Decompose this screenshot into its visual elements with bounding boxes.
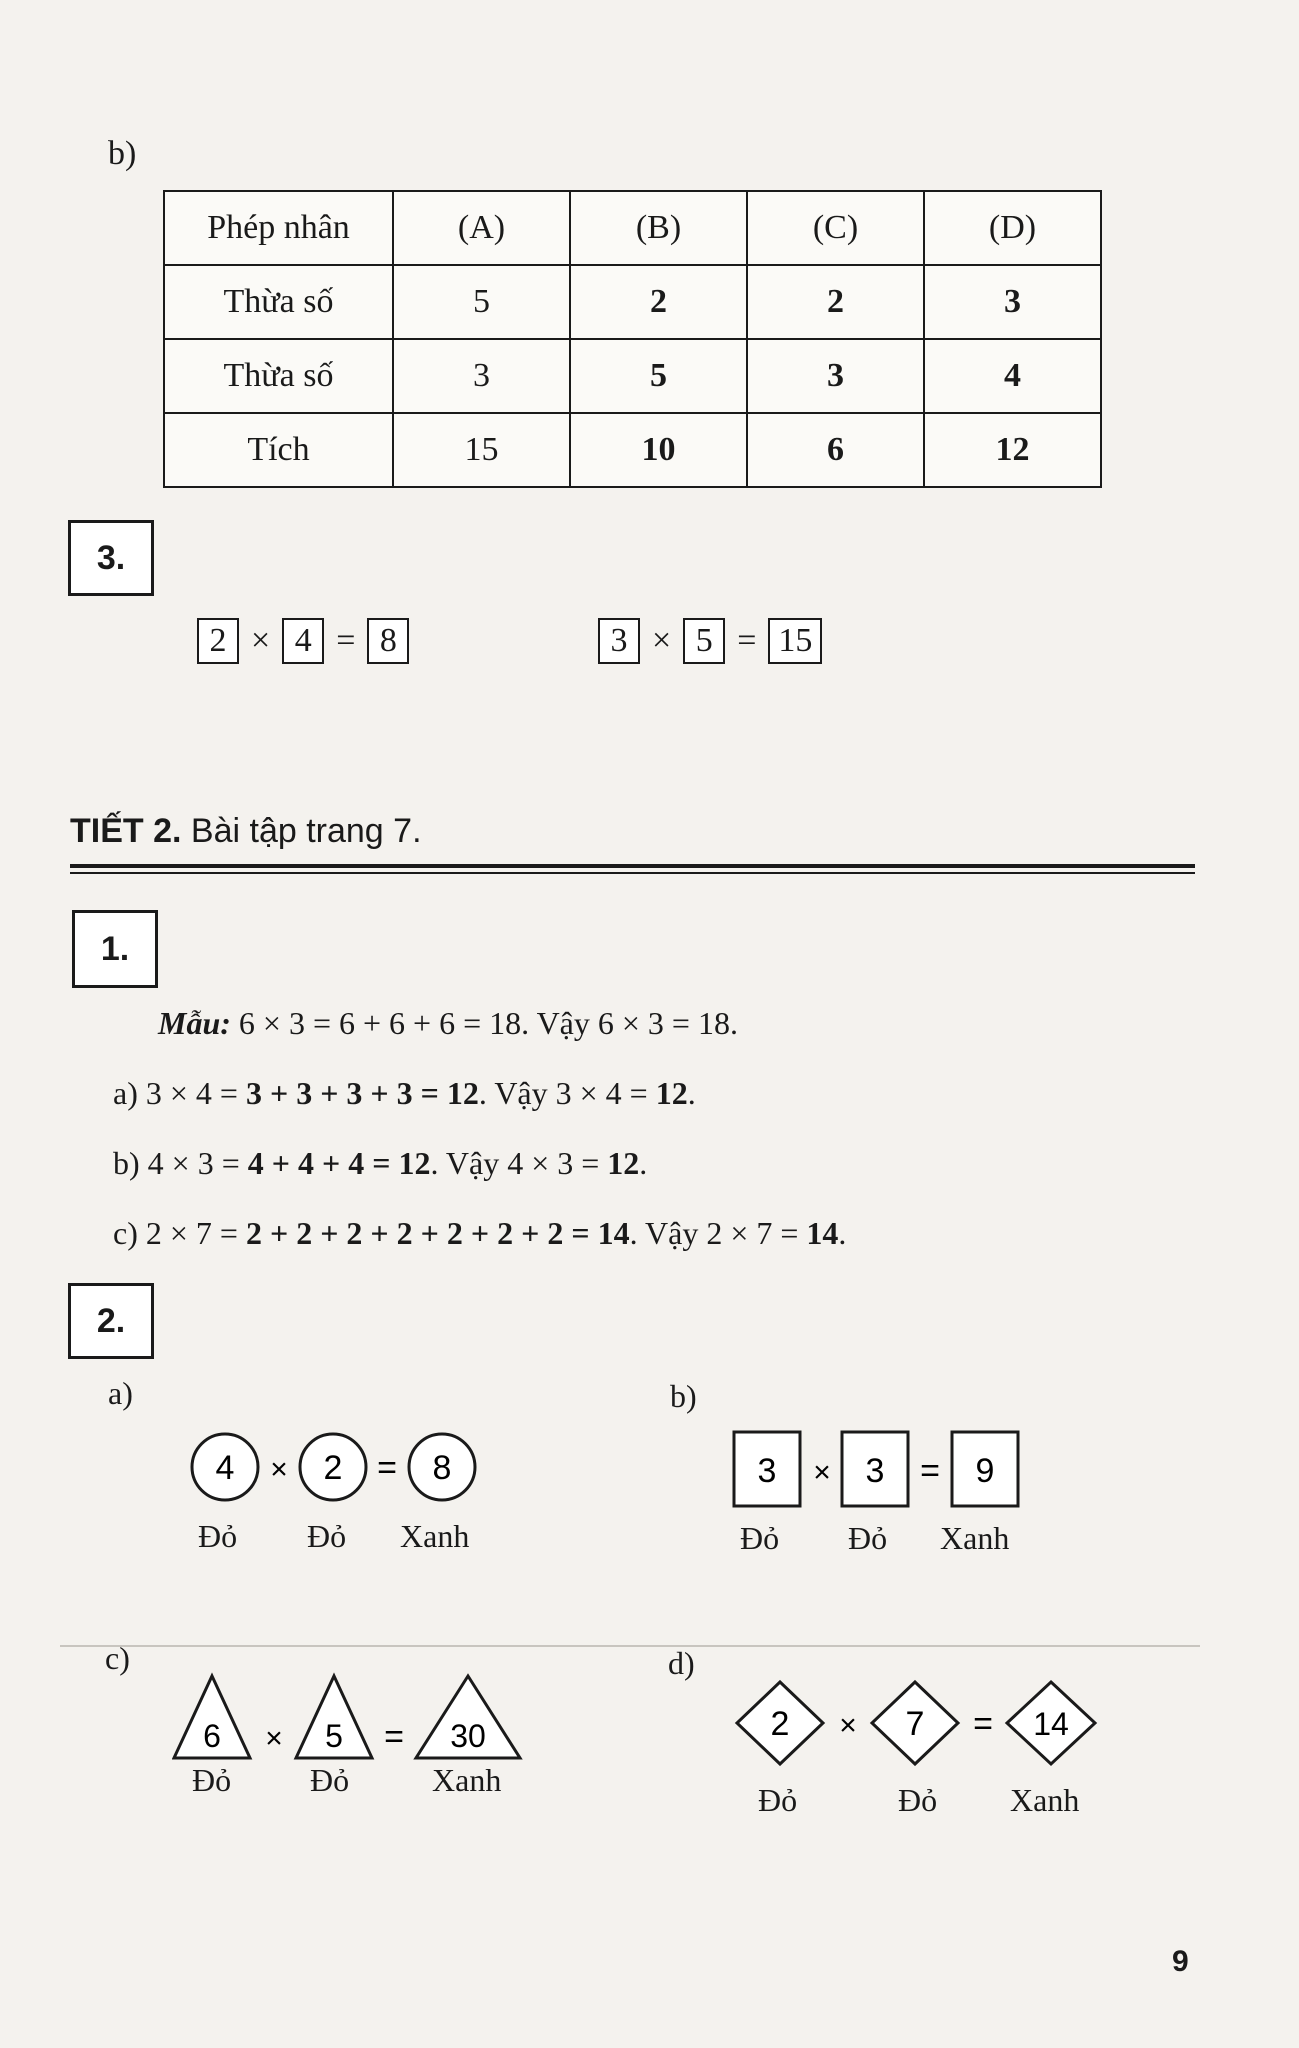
shape-number: 7	[905, 1705, 925, 1743]
exercise-2a-label: a)	[108, 1375, 133, 1411]
section-divider	[70, 864, 1195, 868]
answer-box: 8	[367, 618, 409, 664]
line-end: .	[639, 1145, 648, 1181]
answer-box: 15	[768, 618, 822, 664]
exercise-2b-equation	[730, 1428, 1050, 1513]
color-label: Đỏ	[848, 1520, 888, 1556]
table-cell: 2	[570, 265, 747, 339]
multiply-sign: ×	[265, 1722, 283, 1755]
page-number: 9	[1172, 1945, 1189, 1978]
exercise-1-line-c	[113, 1215, 846, 1252]
equals-sign: =	[384, 1718, 404, 1756]
line-mid: . Vậy 4 × 3 =	[430, 1145, 608, 1181]
color-label: Đỏ	[758, 1782, 798, 1818]
line-sum: 2 + 2 + 2 + 2 + 2 + 2 + 2 = 14	[245, 1215, 630, 1251]
line-sum: 3 + 3 + 3 + 3 = 12	[245, 1075, 479, 1111]
color-label: Đỏ	[898, 1782, 938, 1818]
color-label: Xanh	[400, 1518, 470, 1554]
shape-number: 6	[203, 1718, 221, 1754]
shape-number: 14	[1033, 1706, 1069, 1742]
shape-number: 8	[432, 1449, 452, 1487]
shape-number: 5	[325, 1718, 343, 1754]
multiply-sign: ×	[652, 622, 672, 659]
exercise-3-equation-1	[197, 618, 409, 664]
row-label: Thừa số	[164, 265, 393, 339]
shape-number: 3	[865, 1452, 885, 1490]
equals-sign: =	[377, 1449, 397, 1487]
exercise-1-number: 1.	[72, 910, 158, 988]
section-heading	[70, 812, 422, 851]
exercise-1-line-a	[113, 1075, 696, 1112]
exercise-3-equation-2	[598, 618, 822, 664]
exercise-2c-equation	[172, 1670, 532, 1765]
table-cell: 10	[570, 413, 747, 487]
equals-sign: =	[336, 622, 356, 659]
color-label: Đỏ	[740, 1520, 780, 1556]
table-header-cell: (B)	[570, 191, 747, 265]
multiply-sign: ×	[813, 1456, 831, 1489]
multiply-sign: ×	[251, 622, 271, 659]
exercise-2c-label: c)	[105, 1640, 130, 1676]
line-sum: 4 + 4 + 4 = 12	[247, 1145, 431, 1181]
exercise-2a-equation	[185, 1425, 485, 1510]
table-cell: 12	[924, 413, 1101, 487]
table-row	[164, 413, 1101, 487]
color-label: Xanh	[940, 1520, 1010, 1556]
line-prefix: a) 3 × 4 =	[113, 1075, 246, 1111]
table-header-cell: (C)	[747, 191, 924, 265]
table-cell: 3	[924, 265, 1101, 339]
sample-line	[158, 1005, 738, 1042]
line-mid: . Vậy 2 × 7 =	[629, 1215, 807, 1251]
answer-box: 5	[683, 618, 725, 664]
table-cell: 15	[393, 413, 570, 487]
answer-box: 3	[598, 618, 640, 664]
line-end: .	[838, 1215, 847, 1251]
answer-box: 4	[282, 618, 324, 664]
section-divider	[70, 872, 1195, 874]
table-header-cell: (A)	[393, 191, 570, 265]
line-result: 12	[655, 1075, 688, 1111]
equals-sign: =	[920, 1452, 940, 1490]
table-header-row	[164, 191, 1101, 265]
table-cell: 6	[747, 413, 924, 487]
table-cell: 4	[924, 339, 1101, 413]
section-heading-bold: TIẾT 2.	[70, 812, 182, 850]
color-label: Đỏ	[307, 1518, 347, 1554]
sample-text: 6 × 3 = 6 + 6 + 6 = 18. Vậy 6 × 3 = 18.	[238, 1005, 738, 1041]
shape-number: 4	[215, 1449, 235, 1487]
exercise-1-line-b	[113, 1145, 647, 1182]
equals-sign: =	[737, 622, 757, 659]
row-label: Thừa số	[164, 339, 393, 413]
part-b-label: b)	[108, 135, 137, 172]
exercise-3-number: 3.	[68, 520, 154, 596]
exercise-2d-equation	[733, 1678, 1103, 1768]
table-header-cell: Phép nhân	[164, 191, 393, 265]
shape-number: 9	[975, 1452, 995, 1490]
color-label: Đỏ	[192, 1762, 232, 1798]
table-cell: 5	[570, 339, 747, 413]
multiply-sign: ×	[839, 1709, 857, 1742]
shape-number: 2	[323, 1449, 343, 1487]
answer-box: 2	[197, 618, 239, 664]
shape-number: 30	[450, 1718, 486, 1754]
line-prefix: c) 2 × 7 =	[113, 1215, 246, 1251]
equals-sign: =	[973, 1705, 993, 1743]
exercise-2b-label: b)	[670, 1378, 697, 1414]
multiply-sign: ×	[270, 1453, 288, 1486]
multiplication-table	[163, 190, 1102, 488]
line-result: 12	[607, 1145, 640, 1181]
color-label: Đỏ	[310, 1762, 350, 1798]
table-cell: 3	[393, 339, 570, 413]
table-row	[164, 265, 1101, 339]
table-cell: 2	[747, 265, 924, 339]
line-prefix: b) 4 × 3 =	[113, 1145, 248, 1181]
exercise-2-number: 2.	[68, 1283, 154, 1359]
color-label: Xanh	[1010, 1782, 1080, 1818]
color-label: Xanh	[432, 1762, 502, 1798]
sample-label: Mẫu:	[158, 1005, 231, 1041]
table-header-cell: (D)	[924, 191, 1101, 265]
table-cell: 3	[747, 339, 924, 413]
shape-number: 2	[770, 1705, 790, 1743]
color-label: Đỏ	[198, 1518, 238, 1554]
section-heading-text: Bài tập trang 7.	[190, 812, 422, 850]
row-label: Tích	[164, 413, 393, 487]
line-mid: . Vậy 3 × 4 =	[478, 1075, 656, 1111]
line-end: .	[687, 1075, 696, 1111]
exercise-2d-label: d)	[668, 1645, 695, 1681]
faint-divider	[60, 1645, 1200, 1647]
table-cell: 5	[393, 265, 570, 339]
shape-number: 3	[757, 1452, 777, 1490]
table-row	[164, 339, 1101, 413]
line-result: 14	[806, 1215, 839, 1251]
